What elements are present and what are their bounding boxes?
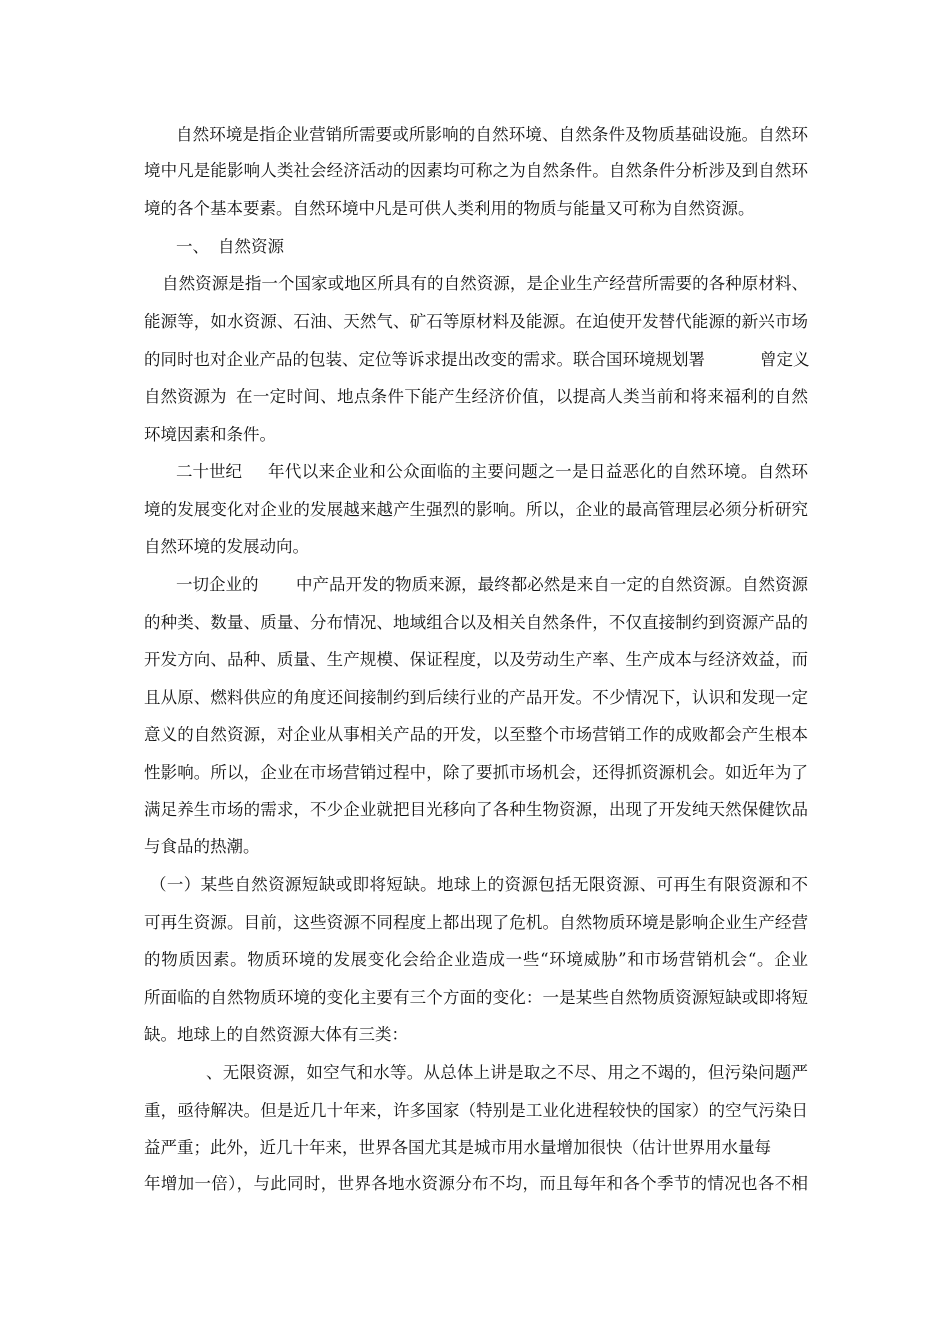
text-line: 缺。地球上的自然资源大体有三类：: [144, 1025, 408, 1044]
heading-number: 一、: [176, 237, 209, 256]
text-line: 性影响。所以，企业在市场营销过程中，除了要抓市场机会，还得抓资源机会。如近年为了: [144, 763, 808, 782]
text-line: 且从原、燃料供应的角度还间接制约到后续行业的产品开发。不少情况下，认识和发现一定: [144, 688, 808, 707]
text-line: 自然资源为: [144, 387, 227, 406]
text-line: 境的各个基本要素。自然环境中凡是可供人类利用的物质与能量又可称为自然资源。: [144, 199, 755, 218]
text-line: 境中凡是能影响人类社会经济活动的因素均可称之为自然条件。自然条件分析涉及到自然环: [144, 161, 808, 180]
text-line: 与食品的热潮。: [144, 837, 260, 856]
text-line: 的物质因素。物质环境的发展变化会给企业造成一些“环境威胁”和市场营销机会“。企业: [144, 950, 808, 969]
text-line: 境的发展变化对企业的发展越来越产生强烈的影响。所以，企业的最高管理层必须分析研究: [144, 500, 808, 519]
text-line: 能源等，如水资源、石油、天然气、矿石等原材料及能源。在迫使开发替代能源的新兴市场: [144, 312, 808, 331]
text-line: 益严重；此外，近几十年来，世界各国尤其是城市用水量增加很快（估计世界用水量每: [144, 1138, 771, 1157]
text-line: 环境因素和条件。: [144, 425, 276, 444]
text-line: 满足养生市场的需求，不少企业就把目光移向了各种生物资源，出现了开发纯天然保健饮品: [144, 800, 808, 819]
text-line: 的种类、数量、质量、分布情况、地域组合以及相关自然条件，不仅直接制约到资源产品的: [144, 613, 808, 632]
text-line: （一）某些自然资源短缺或即将短缺。地球上的资源包括无限资源、可再生有限资源和不: [150, 875, 808, 894]
text-line: 所面临的自然物质环境的变化主要有三个方面的变化：一是某些自然物质资源短缺或即将短: [144, 988, 808, 1007]
text-line: 年增加一倍），与此同时，世界各地水资源分布不均，而且每年和各个季节的情况也各不相: [144, 1174, 808, 1193]
text-line: 意义的自然资源，对企业从事相关产品的开发，以至整个市场营销工作的成败都会产生根本: [144, 725, 808, 744]
text-line: 的同时也对企业产品的包装、定位等诉求提出改变的需求。联合国环境规划署: [144, 350, 705, 369]
text-line: 在一定时间、地点条件下能产生经济价值，以提高人类当前和将来福利的自然: [236, 387, 808, 406]
text-line: 二十世纪: [176, 462, 242, 481]
text-line: 一切企业的: [176, 575, 259, 594]
text-line: 自然资源是指一个国家或地区所具有的自然资源，是企业生产经营所需要的各种原材料、: [162, 274, 808, 293]
text-line: 自然环境的发展动向。: [144, 537, 309, 556]
text-line: 中产品开发的物质来源，最终都必然是来自一定的自然资源。自然资源: [296, 575, 808, 594]
text-line: 重，亟待解决。但是近几十年来，许多国家（特别是工业化进程较快的国家）的空气污染日: [144, 1101, 808, 1120]
text-line: 可再生资源。目前，这些资源不同程度上都出现了危机。自然物质环境是影响企业生产经营: [144, 913, 808, 932]
text-line: 自然环境是指企业营销所需要或所影响的自然环境、自然条件及物质基础设施。自然环: [176, 125, 808, 144]
text-line: 年代以来企业和公众面临的主要问题之一是日益恶化的自然环境。自然环: [268, 462, 808, 481]
heading-title: 自然资源: [218, 237, 284, 256]
text-line: 开发方向、品种、质量、生产规模、保证程度，以及劳动生产率、生产成本与经济效益，而: [144, 650, 808, 669]
text-line: 曾定义: [760, 350, 810, 369]
text-line: 、无限资源，如空气和水等。从总体上讲是取之不尽、用之不竭的，但污染问题严: [206, 1063, 808, 1082]
